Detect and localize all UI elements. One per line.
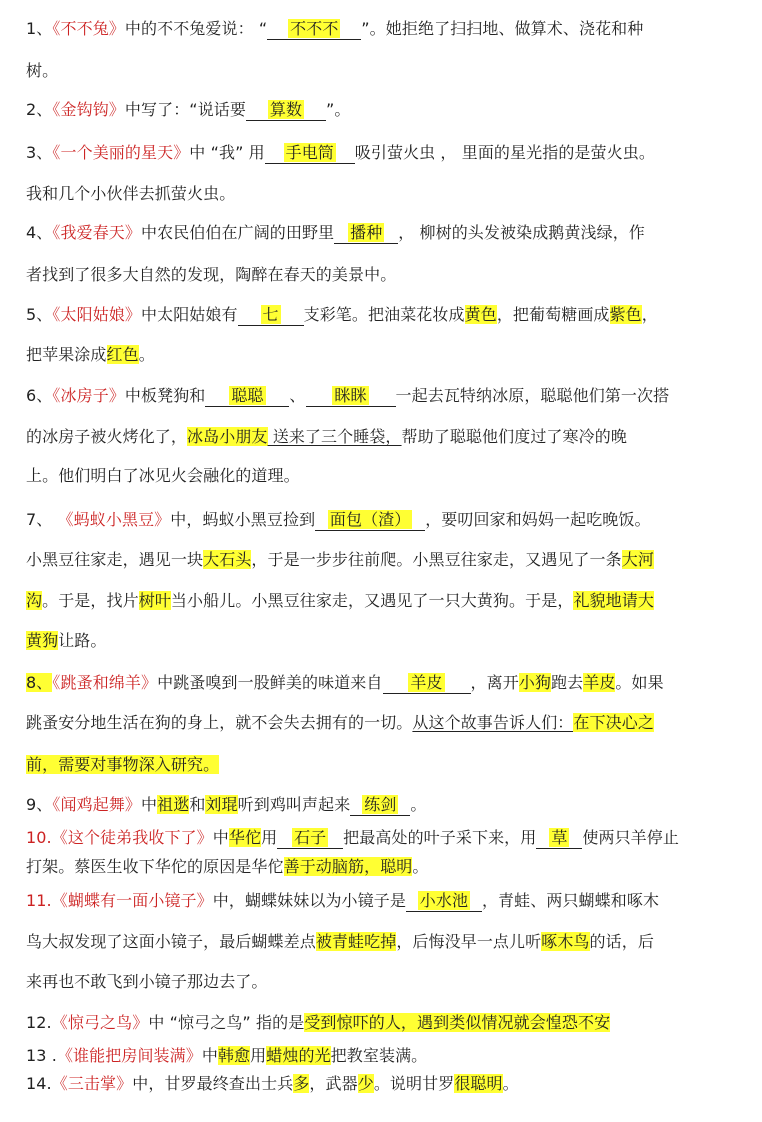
answer-blank (406, 890, 482, 912)
answer-blank (267, 18, 361, 40)
body-text: 1、 (26, 19, 53, 38)
body-text: 中，蚂蚁小黑豆捡到 (170, 510, 316, 529)
body-text: 中写了：“说话要 (124, 100, 246, 119)
lesson-title: 《跳蚤和绵羊》 (52, 673, 158, 692)
body-text: 。如果 (615, 673, 664, 692)
highlighted-answer: 祖逖 (157, 795, 190, 814)
highlighted-answer: 黄狗 (26, 631, 59, 650)
answer-blank (246, 99, 326, 121)
highlighted-answer: 华佗 (228, 828, 262, 847)
worksheet-line (26, 183, 235, 205)
body-text: 让路。 (58, 631, 107, 650)
body-text: 中，甘罗最终查出士兵 (132, 1074, 294, 1093)
highlighted-answer: 被青蛙吃掉 (315, 932, 397, 951)
highlighted-answer: 冰岛小朋友 (187, 427, 268, 446)
body-text: 支彩笔。把油菜花妆成 (303, 305, 465, 324)
body-text: 中农民伯伯在广阔的田野里 (141, 223, 335, 242)
answer-text: 眯眯 (334, 386, 367, 405)
body-text: 。 (502, 1074, 519, 1093)
worksheet-line (26, 931, 654, 953)
body-text: 。 (138, 345, 155, 364)
answer-text: 石子 (294, 828, 327, 847)
body-text: ， 柳树的头发被染成鹅黄浅绿，作 (398, 223, 645, 242)
lesson-title: 《蚂蚁小黑豆》 (57, 510, 171, 529)
body-text: 上。他们明白了冰见火会融化的道理。 (26, 466, 300, 485)
body-text: 跳蚤安分地生活在狗的身上，就不会失去拥有的一切。 (26, 713, 413, 732)
body-text: 3、 (26, 143, 53, 162)
body-text: 把苹果涂成 (26, 345, 107, 364)
body-text: 。 (412, 857, 429, 876)
body-text: 5、 (26, 305, 53, 324)
body-text: 13 . (26, 1046, 57, 1065)
lesson-title: 《金钩钩》 (52, 100, 125, 119)
worksheet-line (26, 971, 268, 993)
body-text: 。 (410, 795, 427, 814)
answer-blank (277, 827, 343, 849)
highlighted-answer: 黄色 (464, 305, 497, 324)
answer-blank (536, 827, 582, 849)
body-text: 我和几个小伙伴去抓萤火虫。 (26, 184, 236, 203)
body-text: 一起去瓦特纳冰原，聪聪他们第一次搭 (395, 386, 670, 405)
body-text: ，于是一步步往前爬。小黑豆往家走，又遇见了一条 (251, 550, 622, 569)
highlighted-answer: 很聪明 (454, 1074, 503, 1093)
worksheet-line (26, 344, 155, 366)
highlighted-answer: 红色 (106, 345, 139, 364)
body-text: 。说明甘罗 (373, 1074, 455, 1093)
body-text: 吸引萤火虫 ， 里面的星光指的是萤火虫。 (354, 143, 655, 162)
highlighted-answer: 沟 (26, 591, 43, 610)
lesson-title: 10.《这个徒弟我收下了》 (26, 828, 213, 847)
answer-text: 羊皮 (410, 673, 443, 692)
highlighted-answer: 刘琨 (205, 795, 238, 814)
worksheet-line (26, 827, 679, 849)
answer-blank (238, 304, 304, 326)
body-text: 中 (141, 795, 158, 814)
underlined-text: 送来了三个睡袋， (267, 427, 402, 446)
highlighted-answer: 多 (293, 1074, 310, 1093)
highlighted-answer: 啄木鸟 (541, 932, 590, 951)
body-text: 的冰房子被火烤化了， (26, 427, 188, 446)
highlighted-answer: 大石头 (203, 550, 252, 569)
lesson-title: 11.《蝴蝶有一面小镜子》 (26, 891, 213, 910)
lesson-title: 《惊弓之鸟》 (51, 1013, 149, 1032)
answer-text: 小水池 (419, 891, 469, 910)
body-text: 跑去 (551, 673, 584, 692)
lesson-title: 《闻鸡起舞》 (52, 795, 141, 814)
body-text: 中 “我” 用 (189, 143, 265, 162)
worksheet-line (26, 18, 643, 40)
worksheet-line (26, 890, 659, 912)
worksheet-line (26, 549, 654, 571)
answer-text: 面包（渣） (329, 510, 411, 529)
body-text: 6、 (26, 386, 53, 405)
body-text: ，后悔没早一点儿听 (396, 932, 542, 951)
body-text: 中 (201, 1046, 218, 1065)
body-text: 来再也不敢飞到小镜子那边去了。 (26, 972, 268, 991)
body-text: 2、 (26, 100, 53, 119)
worksheet-line (26, 385, 669, 407)
answer-text: 手电筒 (285, 143, 334, 162)
lesson-title: 《冰房子》 (52, 386, 125, 405)
body-text: 的话，后 (589, 932, 654, 951)
worksheet-line (26, 712, 654, 734)
body-text: 小黑豆往家走，遇见一块 (26, 550, 204, 569)
body-text: 用 (250, 1046, 267, 1065)
worksheet-line (26, 426, 627, 448)
body-text: ”。她拒绝了扫扫地、做算术、浇花和种 (361, 19, 644, 38)
worksheet-line (26, 1012, 610, 1034)
worksheet-line (26, 60, 58, 82)
lesson-title: 《不不兔》 (52, 19, 125, 38)
answer-text: 练剑 (364, 795, 397, 814)
highlighted-answer: 韩愈 (217, 1046, 251, 1065)
body-text: 用 (261, 828, 278, 847)
body-text: ，武器 (309, 1074, 358, 1093)
worksheet-line (26, 465, 300, 487)
body-text: 、 (289, 386, 306, 405)
answer-blank (383, 672, 471, 694)
underlined-text: 从这个故事告诉人们： (412, 713, 574, 732)
worksheet-line (26, 142, 655, 164)
answer-blank (265, 142, 355, 164)
lesson-title: 《我爱春天》 (52, 223, 141, 242)
body-text: 中太阳姑娘有 (141, 305, 238, 324)
body-text: 中，蝴蝶妹妹以为小镜子是 (212, 891, 406, 910)
highlighted-answer: 大河 (621, 550, 654, 569)
body-text: ，把葡萄糖画成 (496, 305, 610, 324)
highlighted-answer: 8、 (26, 673, 53, 692)
worksheet-line (26, 509, 651, 531)
body-text: 7、 (26, 510, 58, 529)
highlighted-answer: 前，需要对事物深入研究。 (26, 755, 220, 774)
highlighted-answer: 少 (357, 1074, 374, 1093)
body-text: 中板凳狗和 (124, 386, 206, 405)
body-text: 打架。蔡医生收下华佗的原因是华佗 (26, 857, 284, 876)
worksheet-line (26, 794, 426, 816)
answer-blank (350, 794, 410, 816)
answer-blank (315, 509, 425, 531)
worksheet-line (26, 304, 658, 326)
body-text: 把教室装满。 (330, 1046, 428, 1065)
answer-text: 草 (551, 828, 568, 847)
body-text: 中 (212, 828, 229, 847)
body-text: 中 “惊弓之鸟” 指的是 (148, 1013, 305, 1032)
worksheet-line (26, 264, 396, 286)
lesson-title: 《太阳姑娘》 (52, 305, 141, 324)
body-text: 者找到了很多大自然的发现，陶醉在春天的美景中。 (26, 265, 397, 284)
body-text: 14. (26, 1074, 52, 1093)
lesson-title: 《一个美丽的星天》 (52, 143, 190, 162)
body-text: ， (641, 305, 658, 324)
lesson-title: 《三击掌》 (51, 1074, 133, 1093)
answer-blank (306, 385, 396, 407)
body-text: 帮助了聪聪他们度过了寒冷的晚 (401, 427, 627, 446)
highlighted-answer: 小狗 (518, 673, 552, 692)
worksheet-line (26, 222, 645, 244)
worksheet-line (26, 672, 664, 694)
body-text: 鸟大叔发现了这面小镜子，最后蝴蝶差点 (26, 932, 316, 951)
answer-text: 不不不 (290, 19, 339, 38)
body-text: 听到鸡叫声起来 (237, 795, 351, 814)
body-text: 4、 (26, 223, 53, 242)
body-text: ，离开 (470, 673, 519, 692)
body-text: 9、 (26, 795, 53, 814)
answer-blank (205, 385, 289, 407)
worksheet-line (26, 590, 654, 612)
worksheet-line (26, 630, 107, 652)
answer-text: 聪聪 (231, 386, 264, 405)
highlighted-answer: 紫色 (609, 305, 642, 324)
answer-text: 播种 (350, 223, 383, 242)
body-text: 。于是，找片 (42, 591, 139, 610)
body-text: ，青蛙、两只蝴蝶和啄木 (481, 891, 660, 910)
answer-text: 七 (262, 305, 279, 324)
body-text: 树。 (26, 61, 59, 80)
highlighted-answer: 善于动脑筋，聪明 (283, 857, 413, 876)
answer-text: 算数 (269, 100, 303, 119)
highlighted-answer: 受到惊吓的人，遇到类似情况就会惶恐不安 (304, 1013, 611, 1032)
highlighted-answer: 蜡烛的光 (266, 1046, 331, 1065)
worksheet-line (26, 754, 219, 776)
body-text: 把最高处的叶子采下来，用 (343, 828, 537, 847)
highlighted-answer: 礼貌地请大 (573, 591, 654, 610)
body-text: ”。 (326, 100, 351, 119)
answer-blank (334, 222, 398, 244)
body-text: ，要叨回家和妈妈一起吃晚饭。 (425, 510, 651, 529)
worksheet-line (26, 99, 351, 121)
body-text: 中跳蚤嗅到一股鲜美的味道来自 (157, 673, 383, 692)
body-text: 当小船儿。小黑豆往家走，又遇见了一只大黄狗。于是， (170, 591, 574, 610)
worksheet-line (26, 856, 429, 878)
highlighted-answer: 羊皮 (583, 673, 616, 692)
worksheet-line (26, 1073, 519, 1095)
worksheet-line (26, 1045, 427, 1067)
highlighted-answer: 树叶 (138, 591, 171, 610)
body-text: 中的不不兔爱说： “ (124, 19, 268, 38)
lesson-title: 《谁能把房间装满》 (56, 1046, 202, 1065)
body-text: 12. (26, 1013, 52, 1032)
body-text: 使两只羊停止 (582, 828, 679, 847)
highlighted-answer: 在下决心之 (573, 713, 654, 732)
body-text: 和 (189, 795, 206, 814)
